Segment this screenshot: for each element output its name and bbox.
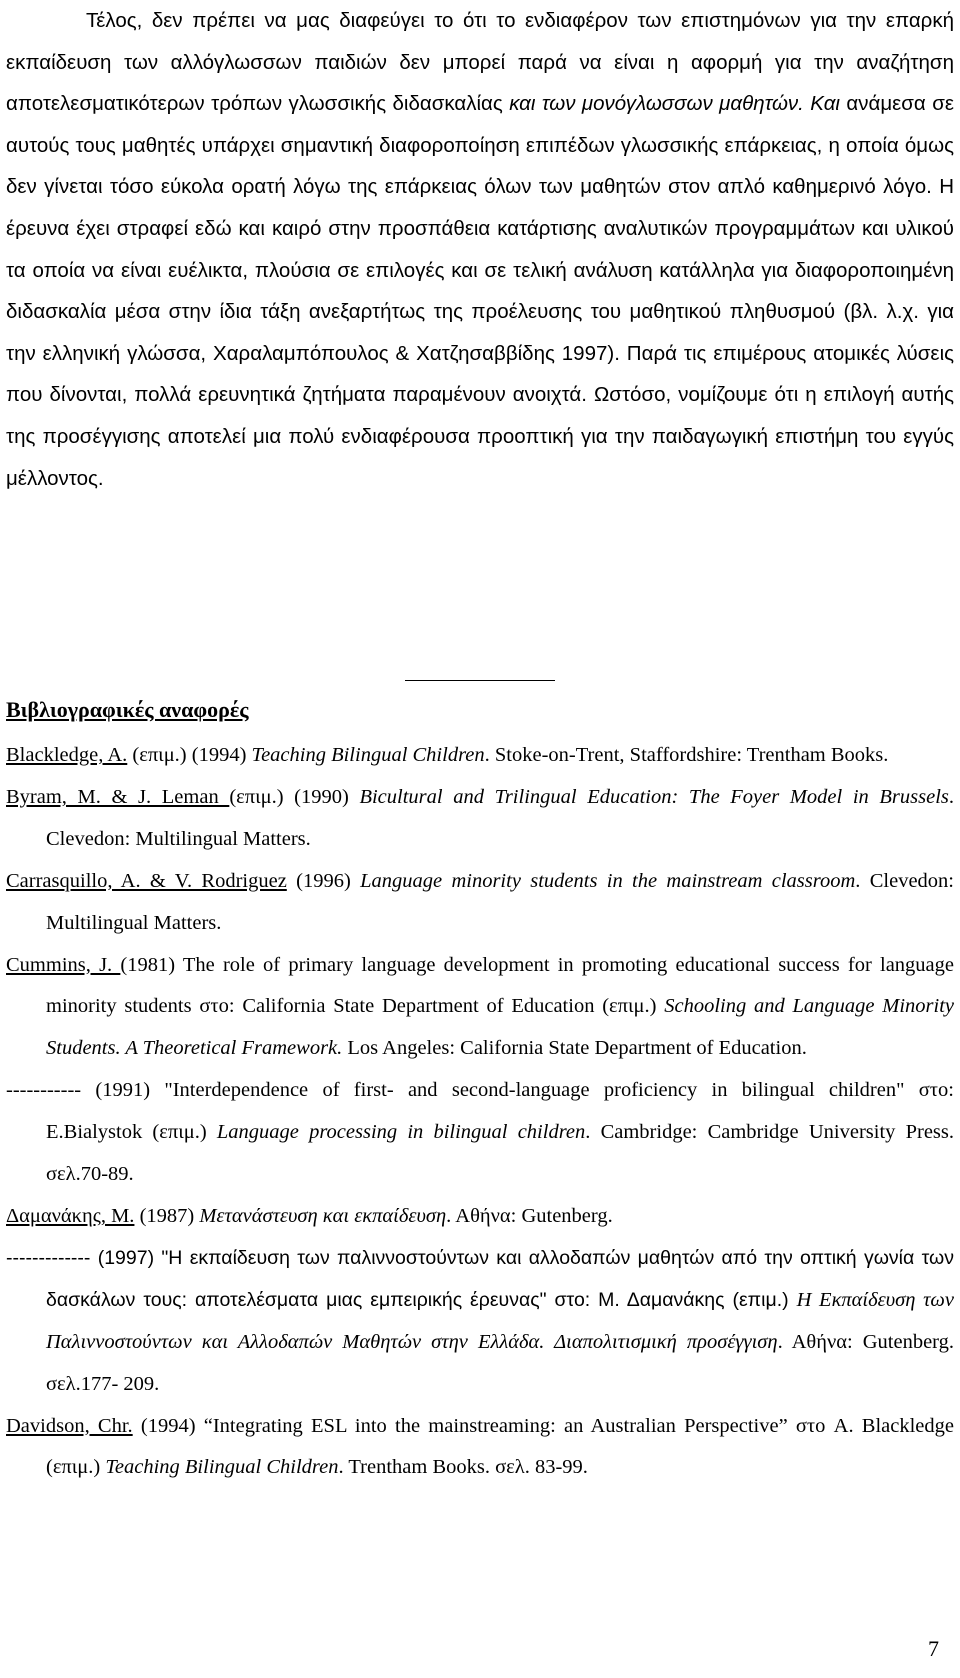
reference-pre: (επιμ.) (1994): [127, 744, 252, 766]
reference-title: Teaching Bilingual Children: [105, 1456, 339, 1479]
reference-post: Los Angeles: California State Department of Education.: [342, 1037, 807, 1060]
reference-item: [6, 1070, 954, 1196]
reference-author: Davidson, Chr.: [6, 1414, 133, 1437]
reference-pre: ----------- (1991) "Interdependence of first- and second-language proficiency in bilingual children" στο: E.Bialystok (επιμ.): [6, 1079, 954, 1144]
reference-post: . Trentham Books. σελ. 83-99.: [338, 1456, 588, 1479]
reference-title: Bicultural and Trilingual Education: The Foyer Model in Brussels: [359, 785, 949, 808]
reference-item: [6, 1196, 954, 1238]
reference-item: [6, 1238, 954, 1406]
reference-item: [6, 777, 954, 861]
paragraph-text-1: Τέλος, δεν πρέπει να μας διαφεύγει το ότι το ενδιαφέρον των επιστημόνων για την επαρκή εκπαίδευση των αλλόγλωσσων παιδιών δεν μπορεί παρά να είναι η αφορμή για την αναζήτηση αποτελεσματικότερων τρόπων γλωσσικής διδασκαλίας: [6, 9, 954, 116]
reference-pre: (1981) The role of primary language development in promoting educational success for language minority students στο: California State Department of Education (επιμ.): [46, 953, 954, 1018]
body-paragraph: [6, 0, 954, 499]
reference-author: Δαμανάκης, Μ.: [6, 1204, 135, 1227]
reference-item: [6, 735, 954, 777]
reference-title: Language processing in bilingual children: [216, 1121, 586, 1144]
reference-item: [6, 945, 954, 1071]
reference-post: . Αθήνα: Gutenberg.: [446, 1204, 613, 1227]
reference-post: . Stoke-on-Trent, Staffordshire: Trentham Books.: [484, 744, 889, 766]
reference-title: Language minority students in the mainstream classroom: [360, 869, 856, 892]
reference-post: . Clevedon: Multilingual Matters.: [46, 785, 954, 850]
paragraph-text-2: ανάμεσα σε αυτούς τους μαθητές υπάρχει σημαντική διαφοροποίηση επιπέδων γλωσσικής επάρκειας, η οποία όμως δεν γίνεται τόσο εύκολα ορατή λόγω της επάρκειας όλων των μαθητών στον απλό καθημερινό λόγο. Η έρευνα έχει στραφεί εδώ και καιρό στην προσπάθεια κατάρτισης αναλυτικών προγραμμάτων και υλικού τα οποία να είναι ευέλικτα, πλούσια σε επιλογές και σε τελική ανάλυση κατάλληλα για διαφοροποιημένη διδασκαλία μέσα στην ίδια τάξη ανεξαρτήτως της προέλευσης του μαθητικού πληθυσμού (βλ. λ.χ. για την ελληνική γλώσσα, Χαραλαμπόπουλος & Χατζησαββίδης 1997). Παρά τις επιμέρους ατομικές λύσεις που δίνονται, πολλά ερευνητικά ζητήματα παραμένουν ανοιχτά. Ωστόσο, νομίζουμε ότι η επιλογή αυτής της προσέγγισης αποτελεί μια πολύ ενδιαφέρουσα προοπτική για την παιδαγωγική επιστήμη του εγγύς μέλλοντος.: [6, 92, 954, 490]
reference-post: . Αθήνα: Gutenberg. σελ.177- 209.: [46, 1330, 955, 1395]
page-number: 7: [928, 1636, 939, 1661]
reference-author: Carrasquillo, A. & V. Rodriguez: [6, 869, 287, 892]
reference-pre: ------------- (1997) "Η εκπαίδευση των παλιννοστούντων και αλλοδαπών μαθητών από την οπτική γωνία των δασκάλων τους: αποτελέσματα μιας εμπειρικής έρευνας" στο: Μ. Δαμανάκης (επιμ.): [6, 1246, 954, 1311]
reference-title: Η Εκπαίδευση των Παλιννοστούντων και Αλλοδαπών Μαθητών στην Ελλάδα. Διαπολιτισμική προσέγγιση: [46, 1288, 954, 1353]
reference-item: [6, 1406, 954, 1490]
reference-item: [6, 861, 954, 945]
reference-author: Cummins, J.: [6, 953, 121, 976]
reference-title: Teaching Bilingual Children: [251, 744, 485, 766]
reference-author: Byram, M. & J. Leman: [6, 785, 230, 808]
reference-pre: (1994) “Integrating ESL into the mainstreaming: an Australian Perspective” στο A. Blackledge (επιμ.): [46, 1414, 954, 1479]
reference-list: [6, 735, 954, 1489]
reference-post: . Cambridge: Cambridge University Press. σελ.70-89.: [46, 1121, 954, 1186]
reference-post: . Clevedon: Multilingual Matters.: [46, 869, 955, 934]
reference-title: Schooling and Language Minority Students. A Theoretical Framework.: [46, 995, 954, 1060]
reference-pre: (1987): [134, 1204, 200, 1227]
reference-pre: (επιμ.) (1990): [229, 785, 360, 808]
paragraph-text-italic: και των μονόγλωσσων μαθητών. Και: [509, 92, 840, 116]
reference-pre: (1996): [286, 869, 361, 892]
section-divider: [405, 680, 555, 681]
reference-author: Blackledge, A.: [6, 744, 128, 766]
reference-title: Μετανάστευση και εκπαίδευση: [199, 1204, 447, 1227]
references-heading: Βιβλιογραφικές αναφορές: [6, 697, 249, 722]
